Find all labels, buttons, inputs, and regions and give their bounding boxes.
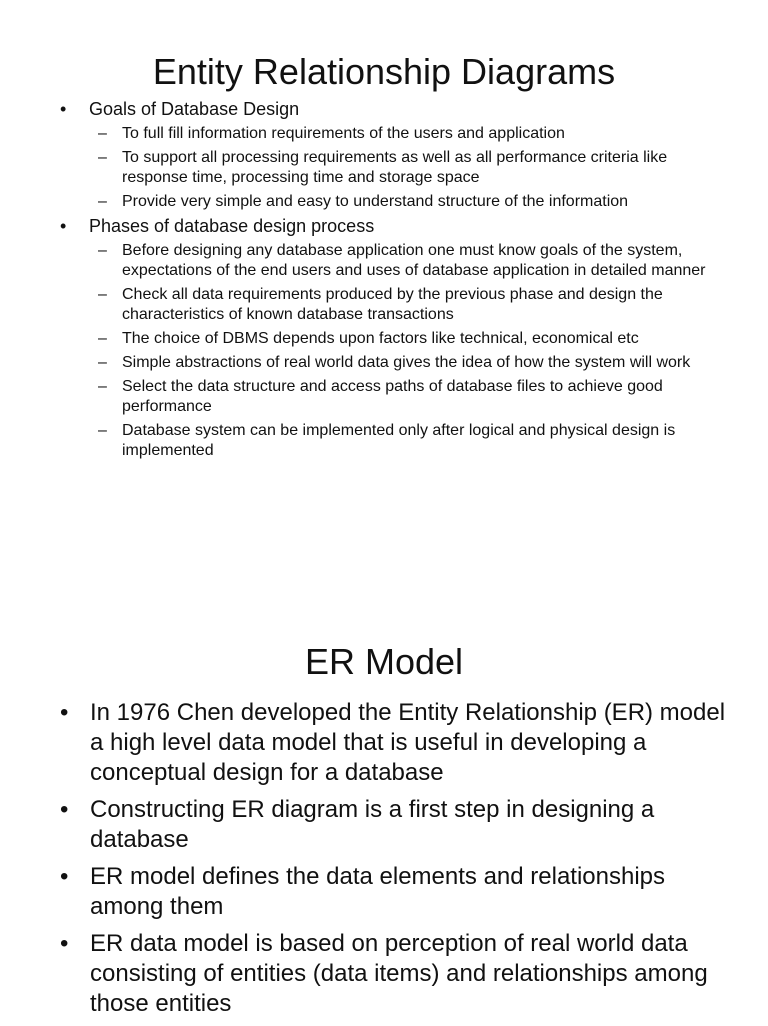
sub-bullet-text: Simple abstractions of real world data gives the idea of how the system will work xyxy=(122,354,691,371)
bullet-glyph: • xyxy=(60,99,67,119)
bullet-glyph: • xyxy=(60,930,69,957)
dash-glyph: – xyxy=(98,193,107,210)
sub-bullet-list xyxy=(89,124,718,212)
slide2-bullet-list xyxy=(58,698,738,1026)
dash-glyph: – xyxy=(98,378,107,395)
sub-bullet-item xyxy=(89,377,718,417)
bullet-text: Phases of database design process xyxy=(89,216,375,236)
dash-glyph: – xyxy=(98,286,107,303)
sub-bullet-text: Check all data requirements produced by the previous phase and design the characteristics of known database transactions xyxy=(122,286,663,323)
bullet-phases-of-database-design xyxy=(58,215,718,461)
slide1-bullet-list xyxy=(58,96,718,464)
slide1-title: Entity Relationship Diagrams xyxy=(152,51,616,92)
sub-bullet-text: Provide very simple and easy to understand structure of the information xyxy=(122,193,629,210)
bullet-text: In 1976 Chen developed the Entity Relationship (ER) model a high level data model that is useful in developing a conceptual design for a database xyxy=(90,699,726,786)
sub-bullet-text: Database system can be implemented only after logical and physical design is implemented xyxy=(122,422,676,459)
sub-bullet-text: Select the data structure and access paths of database files to achieve good performance xyxy=(122,378,663,415)
list-item xyxy=(58,698,738,788)
sub-bullet-text: The choice of DBMS depends upon factors like technical, economical etc xyxy=(122,330,639,347)
bullet-text: ER model defines the data elements and relationships among them xyxy=(90,863,666,920)
sub-bullet-item xyxy=(89,124,718,144)
sub-bullet-text: To full fill information requirements of the users and application xyxy=(122,125,565,142)
slide-er-model xyxy=(0,600,768,1024)
bullet-goals-of-database-design xyxy=(58,98,718,212)
sub-bullet-list xyxy=(89,241,718,461)
bullet-glyph: • xyxy=(60,699,69,726)
sub-bullet-item xyxy=(89,329,718,349)
bullet-text: Constructing ER diagram is a first step in designing a database xyxy=(90,796,655,853)
dash-glyph: – xyxy=(98,125,107,142)
sub-bullet-item xyxy=(89,421,718,461)
sub-bullet-text: To support all processing requirements as well as all performance criteria like response time, processing time and storage space xyxy=(122,149,668,186)
bullet-text: ER data model is based on perception of real world data consisting of entities (data items) and relationships among those entities xyxy=(90,930,708,1017)
list-item xyxy=(58,795,738,855)
sub-bullet-item xyxy=(89,148,718,188)
sub-bullet-item xyxy=(89,353,718,373)
sub-bullet-item xyxy=(89,285,718,325)
sub-bullet-text: Before designing any database application one must know goals of the system, expectations of the end users and uses of database application in detailed manner xyxy=(122,242,706,279)
dash-glyph: – xyxy=(98,242,107,259)
dash-glyph: – xyxy=(98,149,107,166)
sub-bullet-item xyxy=(89,192,718,212)
list-item xyxy=(58,862,738,922)
bullet-glyph: • xyxy=(60,796,69,823)
sub-bullet-item xyxy=(89,241,718,281)
list-item xyxy=(58,929,738,1019)
dash-glyph: – xyxy=(98,354,107,371)
bullet-glyph: • xyxy=(60,216,67,236)
bullet-text: Goals of Database Design xyxy=(89,99,300,119)
dash-glyph: – xyxy=(98,422,107,439)
bullet-glyph: • xyxy=(60,863,69,890)
slide2-title: ER Model xyxy=(304,641,464,682)
dash-glyph: – xyxy=(98,330,107,347)
